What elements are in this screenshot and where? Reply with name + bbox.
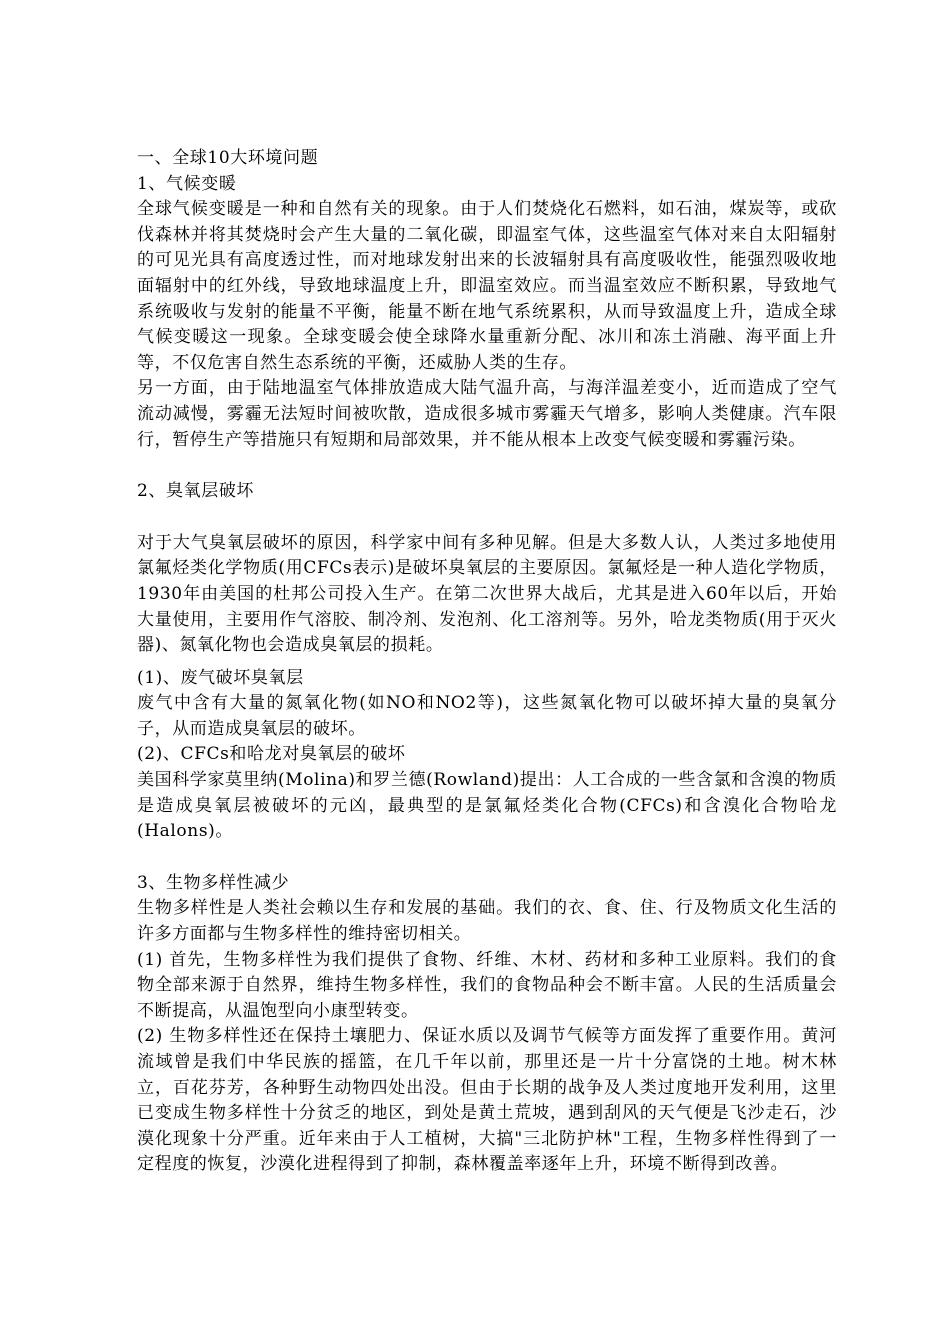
section-2-subtext-1: 废气中含有大量的氮氧化物(如NO和NO2等)，这些氮氧化物可以破坏掉大量的臭氧分子，从而造成臭氧层的破坏。 <box>137 693 837 739</box>
section-1-paragraph-2: 另一方面，由于陆地温室气体排放造成大陆气温升高，与海洋温差变小，近而造成了空气流动减慢，雾霾无法短时间被吹散，造成很多城市雾霾天气增多，影响人类健康。汽车限行，暂停生产等措施只有短期和局部效果，并不能从根本上改变气候变暖和雾霾污染。 <box>137 378 837 450</box>
section-1-title: 1、气候变暖 <box>137 173 237 194</box>
section-2-subtitle-2: (2)、CFCs和哈龙对臭氧层的破坏 <box>137 744 406 765</box>
section-2-subtext-2: 美国科学家莫里纳(Molina)和罗兰德(Rowland)提出：人工合成的一些含氯和含溴的物质是造成臭氧层被破坏的元凶，最典型的是氯氟烃类化合物(CFCs)和含溴化合物哈龙(Halons)。 <box>137 770 837 842</box>
section-2-title: 2、臭氧层破坏 <box>137 481 255 502</box>
spacer <box>137 505 837 531</box>
section-1-paragraph-1: 全球气候变暖是一种和自然有关的现象。由于人们焚烧化石燃料，如石油，煤炭等，或砍伐森林并将其焚烧时会产生大量的二氧化碳，即温室气体，这些温室气体对来自太阳辐射的可见光具有高度透过性，而对地球发射出来的长波辐射具有高度吸收性，能强烈吸收地面辐射中的红外线，导致地球温度上升，即温室效应。而当温室效应不断积累，导致地气系统吸收与发射的能量不平衡，能量不断在地气系统累积，从而导致温度上升，造成全球气候变暖这一现象。全球变暖会使全球降水量重新分配、冰川和冻土消融、海平面上升等，不仅危害自然生态系统的平衡，还威胁人类的生存。 <box>137 199 837 373</box>
section-2-paragraph-1: 对于大气臭氧层破坏的原因，科学家中间有多种见解。但是大多数人认，人类过多地使用氯氟烃类化学物质(用CFCs表示)是破坏臭氧层的主要原因。氯氟烃是一种人造化学物质，1930年由美国的杜邦公司投入生产。在第二次世界大战后，尤其是进入60年以后，开始大量使用，主要用作气溶胶、制冷剂、发泡剂、化工溶剂等。另外，哈龙类物质(用于灭火器)、氮氧化物也会造成臭氧层的损耗。 <box>137 532 837 656</box>
section-2-subtitle-1: (1)、废气破坏臭氧层 <box>137 667 304 688</box>
spacer <box>137 453 837 479</box>
spacer <box>137 845 837 871</box>
spacer <box>137 659 837 666</box>
section-3-title: 3、生物多样性减少 <box>137 872 290 893</box>
section-3-paragraph-2: (1) 首先，生物多样性为我们提供了食物、纤维、木材、药材和多种工业原料。我们的食物全部来源于自然界，维持生物多样性，我们的食物品种会不断丰富。人民的生活质量会不断提高，从温饱型向小康型转变。 <box>137 949 837 1021</box>
section-3-paragraph-3: (2) 生物多样性还在保持土壤肥力、保证水质以及调节气候等方面发挥了重要作用。黄河流域曾是我们中华民族的摇篮，在几千年以前，那里还是一片十分富饶的土地。树木林立，百花芬芳，各种野生动物四处出没。但由于长期的战争及人类过度地开发利用，这里已变成生物多样性十分贫乏的地区，到处是黄土荒坡，遇到刮风的天气便是飞沙走石，沙漠化现象十分严重。近年来由于人工植树，大搞"三北防护林"工程，生物多样性得到了一定程度的恢复，沙漠化进程得到了抑制，森林覆盖率逐年上升，环境不断得到改善。 <box>137 1026 837 1175</box>
document-heading: 一、全球10大环境问题 <box>137 148 319 168</box>
document-body <box>137 146 837 1178</box>
section-3-paragraph-1: 生物多样性是人类社会赖以生存和发展的基础。我们的衣、食、住、行及物质文化生活的许多方面都与生物多样性的维持密切相关。 <box>137 898 837 945</box>
